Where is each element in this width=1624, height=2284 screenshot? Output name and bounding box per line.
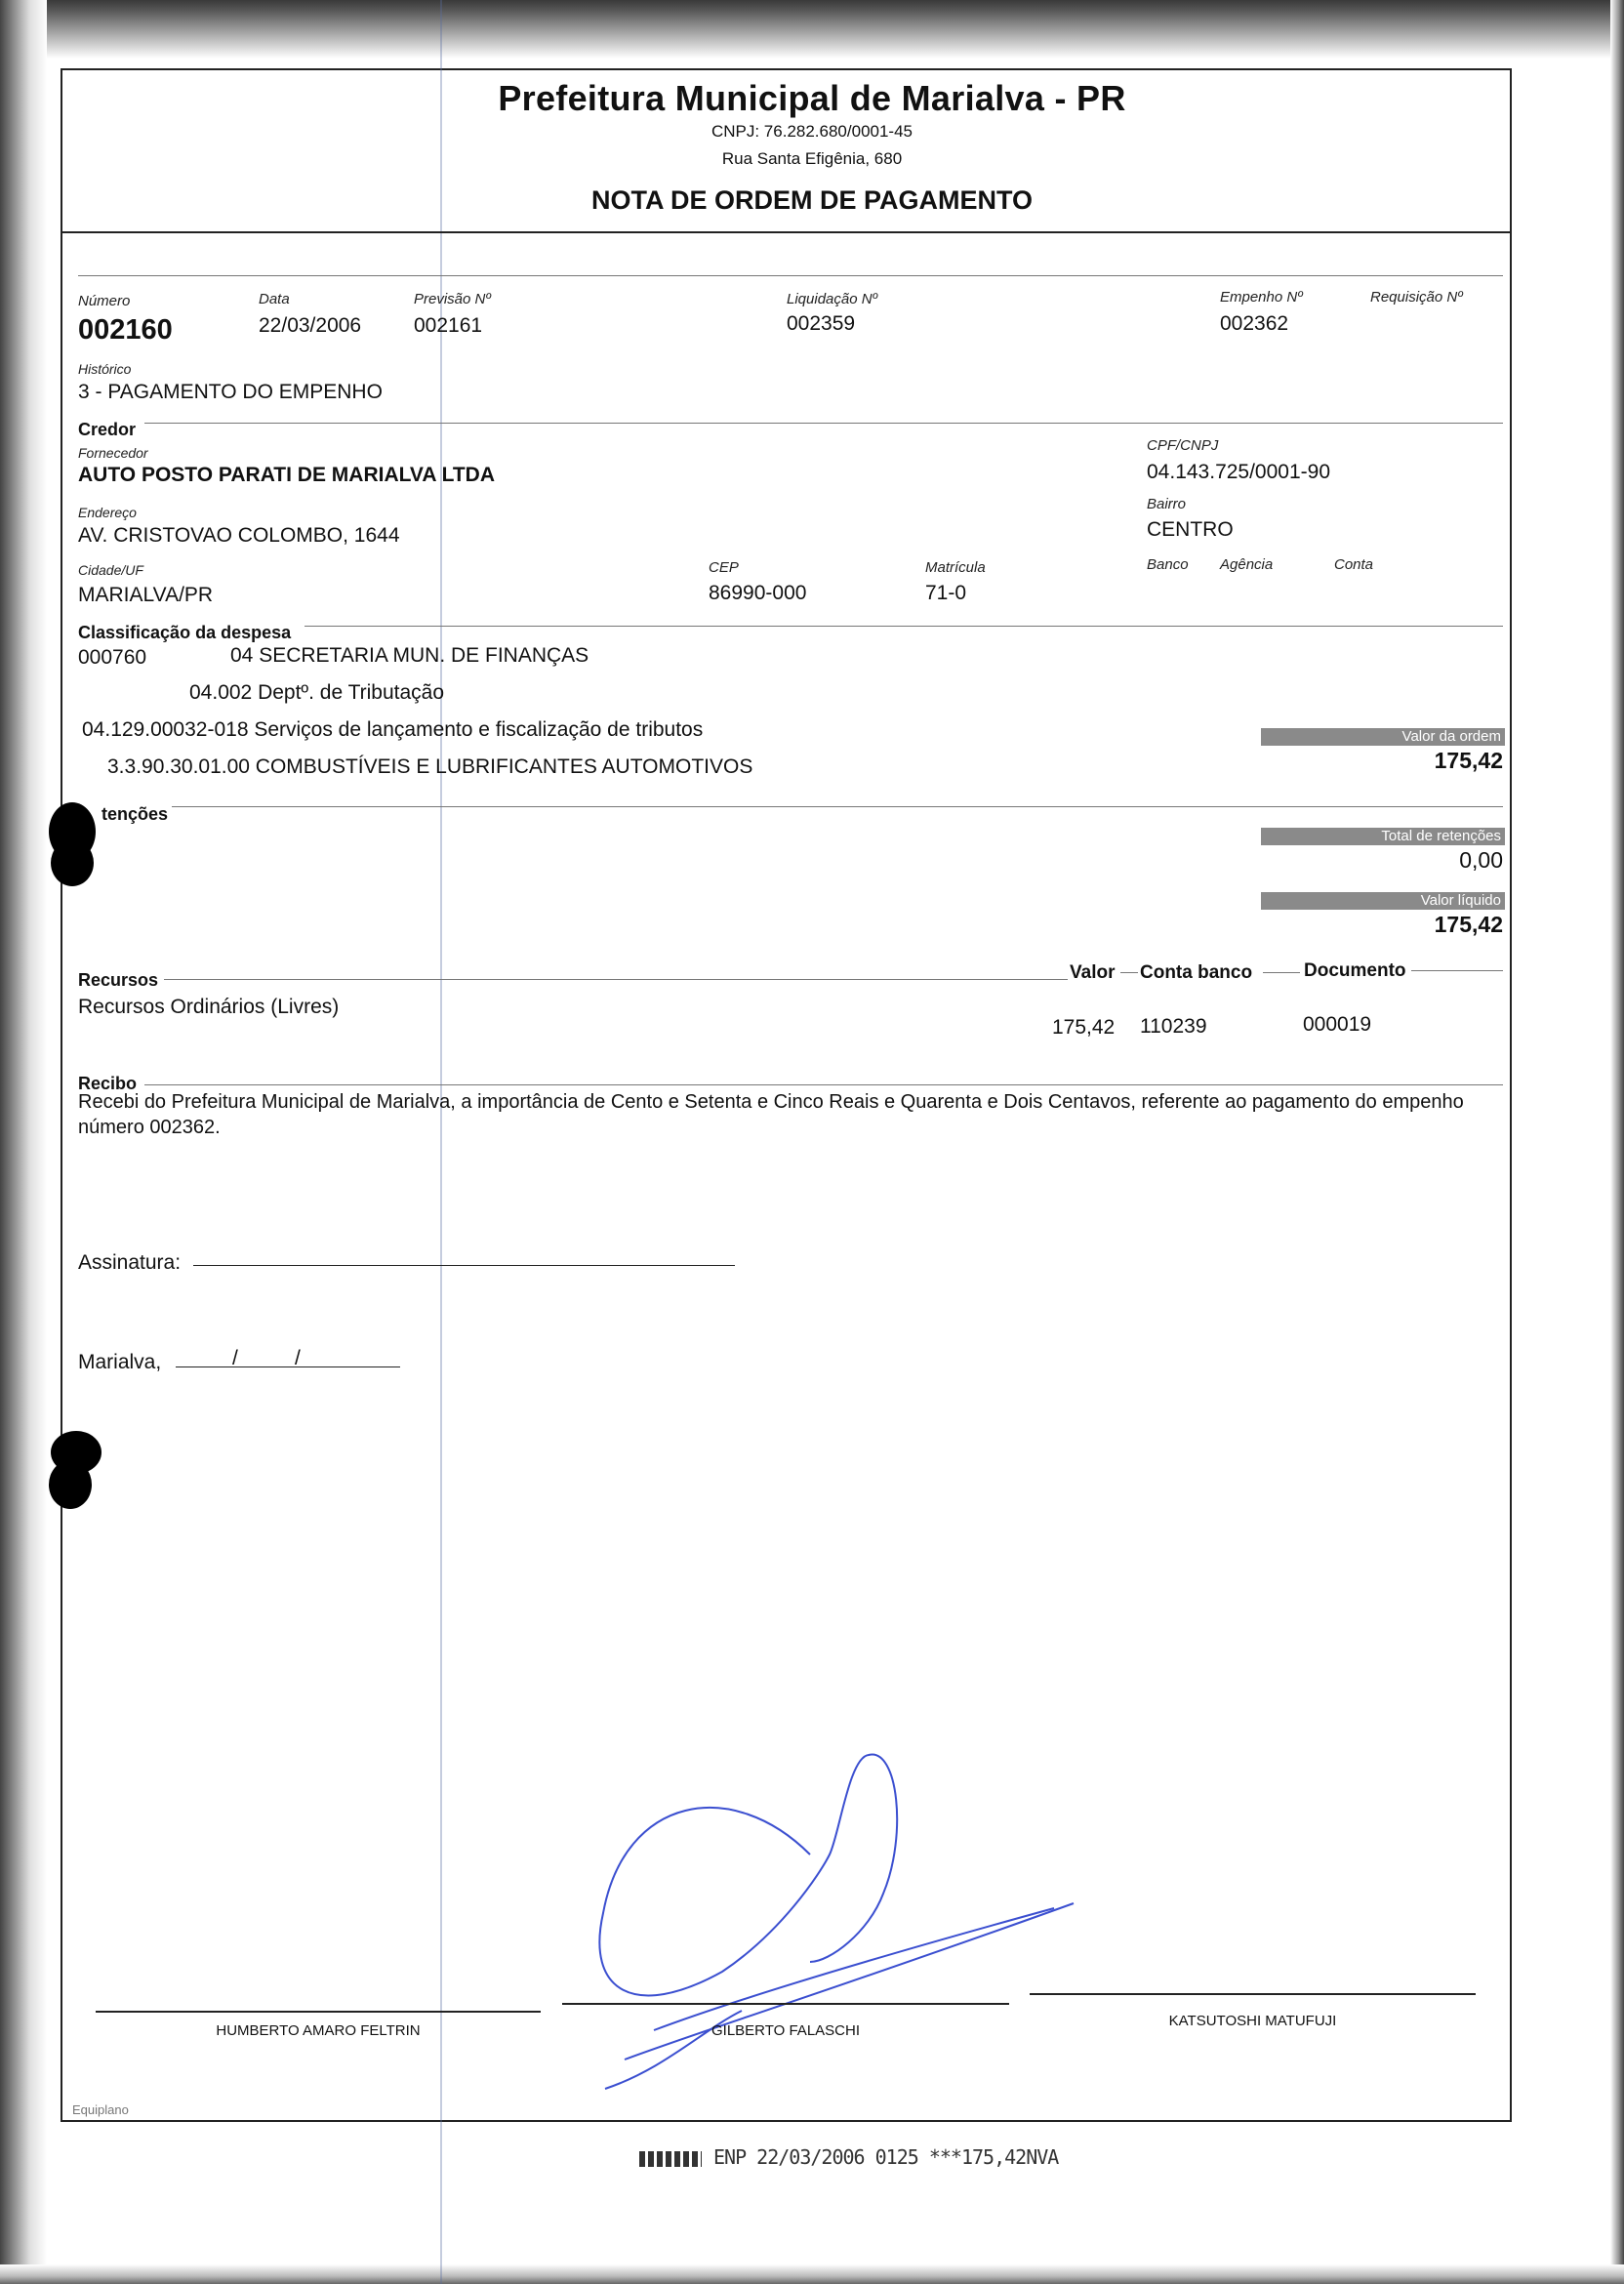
recursos-descricao: Recursos Ordinários (Livres) <box>78 996 340 1018</box>
recursos-documento: 000019 <box>1303 1013 1372 1036</box>
recursos-divider <box>164 979 1068 980</box>
classificacao-section: Classificação da despesa <box>78 623 292 642</box>
assinatura-label: Assinatura: <box>78 1251 182 1274</box>
numero-value: 002160 <box>78 314 173 346</box>
recursos-conta-header: Conta banco <box>1140 962 1253 983</box>
cidade-value: MARIALVA/PR <box>78 584 214 606</box>
bairro-label: Bairro <box>1147 496 1187 512</box>
requisicao-label: Requisição Nº <box>1370 289 1463 306</box>
bairro-value: CENTRO <box>1147 518 1234 541</box>
credor-divider <box>144 423 1503 424</box>
historico-label: Histórico <box>78 361 132 377</box>
matricula-value: 71-0 <box>925 582 967 604</box>
software-footer: Equiplano <box>72 2102 129 2117</box>
liquidacao-label: Liquidação Nº <box>787 291 878 307</box>
bank-stamp-text: ENP 22/03/2006 0125 ***175,42NVA <box>713 2145 1059 2169</box>
recibo-text: Recebi do Prefeitura Municipal de Marialva, a importância de Cento e Setenta e Cinco Reais e Quarenta e Dois Centavos, referente ao pagamento do empenho número 002362. <box>78 1091 1464 1138</box>
endereco-label: Endereço <box>78 505 137 520</box>
total-retencoes-label: Total de retenções <box>1261 828 1505 845</box>
valor-ordem-value: 175,42 <box>1434 748 1503 773</box>
punch-hole-blot <box>49 1460 92 1509</box>
retencoes-divider <box>172 806 1503 807</box>
punch-hole-blot <box>51 839 94 886</box>
data-value: 22/03/2006 <box>259 314 362 337</box>
bank-stamp <box>639 2145 1058 2169</box>
scan-border-right <box>1610 0 1624 2284</box>
recursos-valor-header: Valor <box>1070 962 1116 983</box>
retencoes-section: tenções <box>102 804 169 824</box>
organization-cnpj: CNPJ: 76.282.680/0001-45 <box>710 122 914 141</box>
recursos-valor: 175,42 <box>1052 1016 1116 1039</box>
valor-ordem-label: Valor da ordem <box>1261 728 1505 746</box>
previsao-label: Previsão Nº <box>414 291 491 307</box>
date-slash-1: / <box>232 1347 238 1369</box>
recursos-divider-4 <box>1411 970 1503 971</box>
recursos-divider-2 <box>1120 972 1138 973</box>
numero-label: Número <box>78 293 131 309</box>
banco-label: Banco <box>1147 556 1189 573</box>
signatory-name-3: KATSUTOSHI MATUFUJI <box>1168 2013 1337 2029</box>
scan-border-left <box>0 0 47 2284</box>
liquidacao-value: 002359 <box>787 312 856 335</box>
fornecedor-label: Fornecedor <box>78 445 148 461</box>
top-divider <box>78 275 1503 276</box>
agencia-label: Agência <box>1220 556 1274 573</box>
handwritten-signature <box>586 1737 1093 2108</box>
stamp-logo-icon <box>639 2151 702 2167</box>
recursos-section: Recursos <box>78 970 159 990</box>
classificacao-line2: 04.002 Deptº. de Tributação <box>189 681 445 704</box>
recursos-documento-header: Documento <box>1304 960 1406 981</box>
organization-address: Rua Santa Efigênia, 680 <box>721 149 903 168</box>
signatory-line-2 <box>562 2003 1009 2005</box>
signatory-name-1: HUMBERTO AMARO FELTRIN <box>216 2022 421 2039</box>
historico-value: 3 - PAGAMENTO DO EMPENHO <box>78 381 383 403</box>
cpf-label: CPF/CNPJ <box>1147 437 1219 454</box>
credor-section: Credor <box>78 420 137 439</box>
total-retencoes-value: 0,00 <box>1459 847 1503 873</box>
classificacao-line4: 3.3.90.30.01.00 COMBUSTÍVEIS E LUBRIFICANTES AUTOMOTIVOS <box>107 755 753 778</box>
date-line <box>176 1366 400 1367</box>
scan-border-top <box>0 0 1624 59</box>
document-title: NOTA DE ORDEM DE PAGAMENTO <box>590 185 1033 215</box>
assinatura-line <box>193 1265 735 1266</box>
endereco-value: AV. CRISTOVAO COLOMBO, 1644 <box>78 524 400 547</box>
cpf-value: 04.143.725/0001-90 <box>1147 461 1331 483</box>
matricula-label: Matrícula <box>925 559 986 576</box>
scan-border-bottom <box>0 2264 1624 2284</box>
data-label: Data <box>259 291 290 307</box>
previsao-value: 002161 <box>414 314 483 337</box>
fornecedor-value: AUTO POSTO PARATI DE MARIALVA LTDA <box>78 464 495 486</box>
header-separator <box>61 231 1510 233</box>
cep-label: CEP <box>709 559 739 576</box>
classificacao-line3: 04.129.00032-018 Serviços de lançamento e fiscalização de tributos <box>82 718 704 741</box>
valor-liquido-value: 175,42 <box>1434 912 1503 937</box>
cidade-label: Cidade/UF <box>78 562 143 578</box>
recibo-section: Recibo <box>78 1074 138 1093</box>
fold-line <box>440 0 442 2284</box>
recibo-divider <box>144 1084 1503 1085</box>
recursos-divider-3 <box>1263 972 1300 973</box>
cep-value: 86990-000 <box>709 582 807 604</box>
recursos-conta: 110239 <box>1140 1015 1207 1038</box>
organization-name: Prefeitura Municipal de Marialva - PR <box>498 78 1126 118</box>
classificacao-code: 000760 <box>78 646 147 669</box>
empenho-value: 002362 <box>1220 312 1289 335</box>
local-data-label: Marialva, <box>78 1351 162 1373</box>
conta-label: Conta <box>1334 556 1374 573</box>
signatory-line-3 <box>1030 1993 1476 1995</box>
valor-liquido-label: Valor líquido <box>1261 892 1505 910</box>
signatory-name-2: GILBERTO FALASCHI <box>711 2022 860 2039</box>
signatory-line-1 <box>96 2011 541 2013</box>
empenho-label: Empenho Nº <box>1220 289 1303 306</box>
date-slash-2: / <box>295 1347 301 1369</box>
classificacao-line1: 04 SECRETARIA MUN. DE FINANÇAS <box>230 644 589 667</box>
classificacao-divider <box>304 626 1503 627</box>
